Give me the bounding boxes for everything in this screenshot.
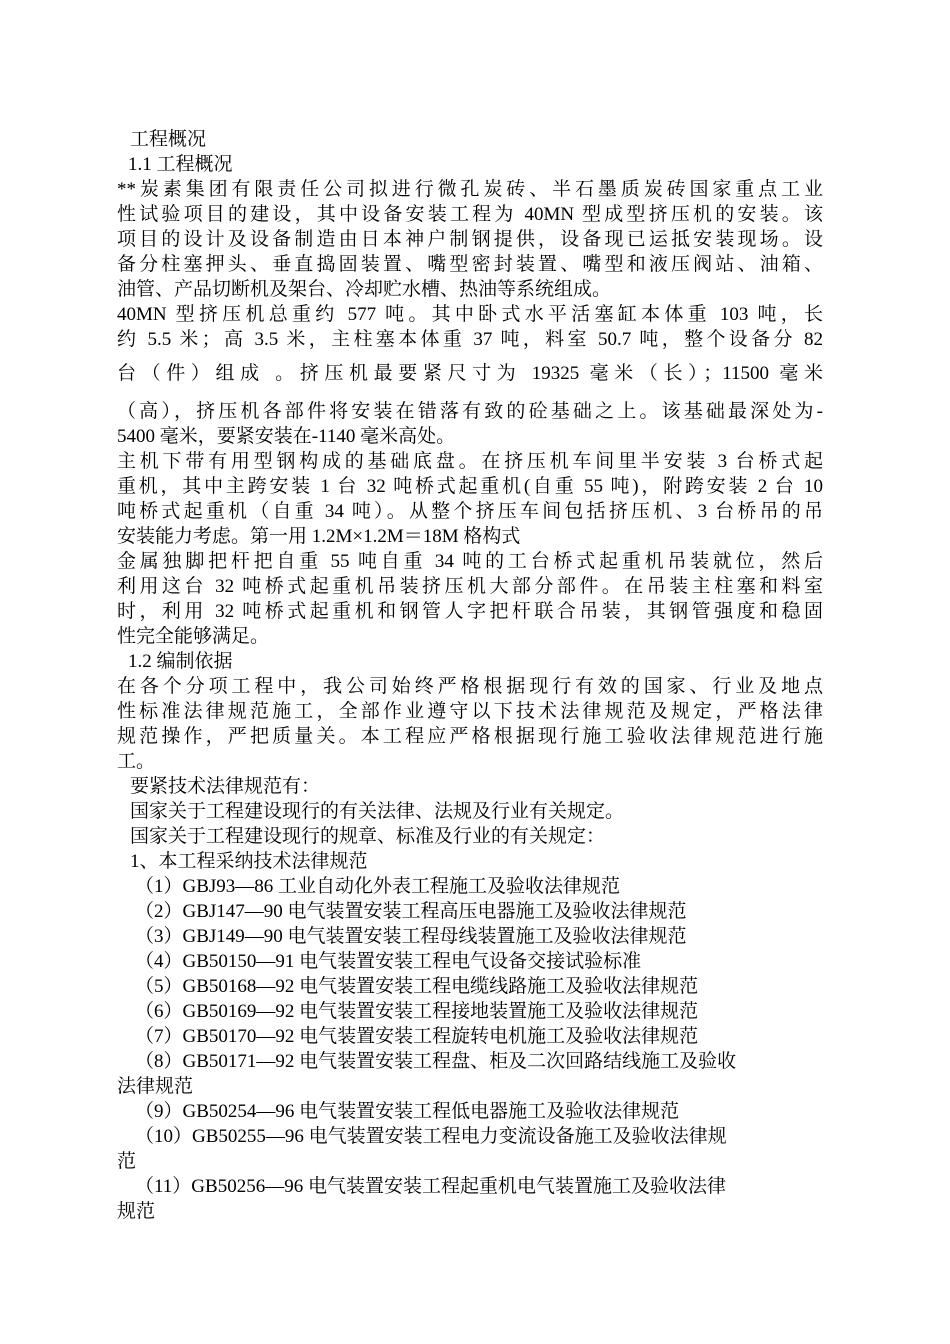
paragraph-line: 重机，其中主跨安装 1 台 32 吨桥式起重机(自重 55 吨)，附跨安装 2 台 10 [117, 476, 823, 497]
list-item-continuation: 范 [117, 1151, 137, 1172]
paragraph-line: 利用这台 32 吨桥式起重机吊装挤压机大部分部件。在吊装主柱塞和料室 [117, 576, 823, 597]
paragraph-line: 5400 毫米，要紧安装在-1140 毫米高处。 [117, 426, 456, 447]
section-heading-1-1: 1.1 工程概况 [128, 154, 233, 175]
paragraph-line: 约 5.5 米；高 3.5 米，主柱塞本体重 37 吨，料室 50.7 吨，整个设备分 82 [117, 329, 823, 350]
list-item: （7）GB50170—92 电气装置安装工程旋转电机施工及验收法律规范 [135, 1026, 699, 1047]
paragraph-line: 国家关于工程建设现行的规章、标准及行业的有关规定： [130, 826, 606, 847]
list-item: （10）GB50255—96 电气装置安装工程电力变流设备施工及验收法律规 [135, 1126, 727, 1147]
list-item: （4）GB50150—91 电气装置安装工程电气设备交接试验标准 [135, 951, 642, 972]
paragraph-line: 主机下带有用型钢构成的基础底盘。在挤压机车间里半安装 3 台桥式起 [117, 451, 823, 472]
list-heading: 1、本工程采纳技术法律规范 [130, 851, 368, 872]
paragraph-line: 性完全能够满足。 [117, 626, 270, 647]
section-heading-1-2: 1.2 编制依据 [128, 651, 233, 672]
paragraph-line: 国家关于工程建设现行的有关法律、法规及行业有关规定。 [130, 801, 625, 822]
list-item: （5）GB50168—92 电气装置安装工程电缆线路施工及验收法律规范 [135, 976, 699, 997]
paragraph-line: 性标准法律规范施工，全部作业遵守以下技术法律规范及规定，严格法律 [117, 701, 823, 722]
paragraph-line: 油管、产品切断机及架台、冷却贮水槽、热油等系统组成。 [117, 279, 612, 300]
paragraph-line: 40MN 型挤压机总重约 577 吨。其中卧式水平活塞缸本体重 103 吨，长 [117, 304, 823, 325]
paragraph-line: 项目的设计及设备制造由日本神户制钢提供，设备现已运抵安装现场。设 [117, 229, 823, 250]
paragraph-line: （高），挤压机各部件将安装在错落有致的砼基础之上。该基础最深处为- [117, 401, 823, 422]
list-item: （2）GBJ147—90 电气装置安装工程高压电器施工及验收法律规范 [135, 901, 687, 922]
list-item-continuation: 规范 [117, 1201, 156, 1222]
paragraph-line: 性试验项目的建设，其中设备安装工程为 40MN 型成型挤压机的安装。该 [117, 204, 823, 225]
paragraph-line: **炭素集团有限责任公司拟进行微孔炭砖、半石墨质炭砖国家重点工业 [117, 179, 823, 200]
paragraph-line: 备分柱塞押头、垂直捣固装置、嘴型密封装置、嘴型和液压阀站、油箱、 [117, 254, 823, 275]
list-item: （1）GBJ93—86 工业自动化外表工程施工及验收法律规范 [135, 876, 621, 897]
list-item-continuation: 法律规范 [117, 1076, 194, 1097]
paragraph-line: 金属独脚把杆把自重 55 吨自重 34 吨的工台桥式起重机吊装就位，然后 [117, 551, 823, 572]
paragraph-line: 台（件）组成 。挤压机最要紧尺寸为 19325 毫米（长）；11500 毫米 [117, 363, 823, 384]
list-item: （9）GB50254—96 电气装置安装工程低电器施工及验收法律规范 [135, 1101, 680, 1122]
paragraph-line: 规范操作，严把质量关。本工程应严格根据现行施工验收法律规范进行施 [117, 726, 823, 747]
standards-intro: 要紧技术法律规范有： [130, 776, 321, 797]
list-item: （6）GB50169—92 电气装置安装工程接地装置施工及验收法律规范 [135, 1001, 699, 1022]
paragraph-line: 吨桥式起重机（自重 34 吨）。从整个挤压车间包括挤压机、3 台桥吊的吊 [117, 501, 823, 522]
list-item: （3）GBJ149—90 电气装置安装工程母线装置施工及验收法律规范 [135, 926, 687, 947]
paragraph-line: 时，利用 32 吨桥式起重机和钢管人字把杆联合吊装，其钢管强度和稳固 [117, 601, 823, 622]
paragraph-line: 安装能力考虑。第一用 1.2M×1.2M＝18M 格构式 [117, 526, 521, 547]
paragraph-line: 工。 [117, 751, 156, 772]
paragraph-line: 在各个分项工程中，我公司始终严格根据现行有效的国家、行业及地点 [117, 676, 823, 697]
page-title: 工程概况 [130, 129, 207, 150]
list-item: （8）GB50171—92 电气装置安装工程盘、柜及二次回路结线施工及验收 [135, 1051, 737, 1072]
list-item: （11）GB50256—96 电气装置安装工程起重机电气装置施工及验收法律 [135, 1176, 726, 1197]
